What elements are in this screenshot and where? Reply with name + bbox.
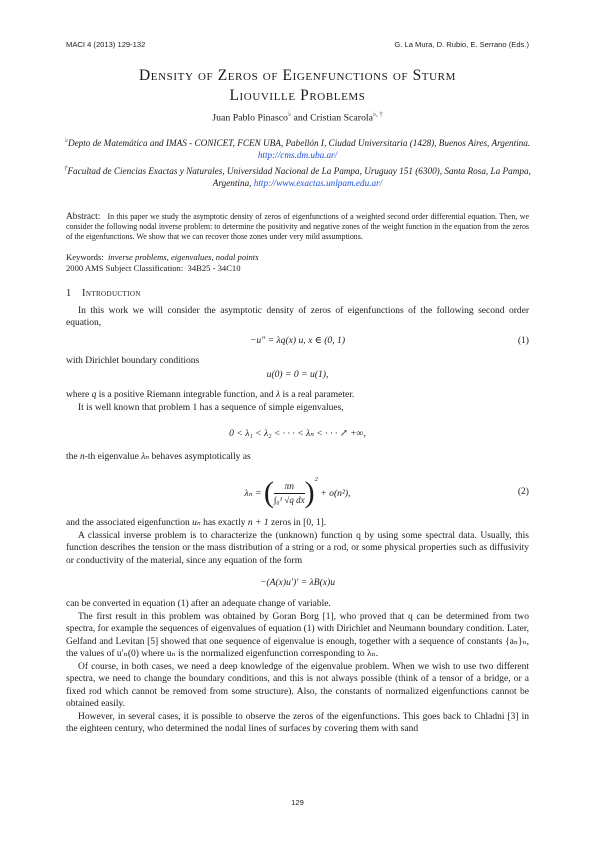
p6-u-n: uₙ xyxy=(192,518,201,528)
abstract xyxy=(66,212,529,243)
p6-part-a: and the associated eigenfunction xyxy=(66,518,193,528)
keywords-block xyxy=(66,252,259,274)
p3-part-c: is a real parameter. xyxy=(280,390,355,400)
p3-part-b: is a positive Riemann integrable function, and xyxy=(96,390,277,400)
running-header-right: G. La Mura, D. Rubio, E. Serrano (Eds.) xyxy=(394,40,529,49)
p3-part-a: where xyxy=(66,390,92,400)
affiliation-2-text: Facultad de Ciencias Exactas y Naturales, Universidad Nacional de La Pampa, Uruguay 151 (6300), Santa Rosa, La Pampa, Argentina, xyxy=(67,166,531,189)
paragraph-8: can be converted in equation (1) after an adequate change of variable. xyxy=(66,599,331,609)
p5-part-a: the xyxy=(66,452,80,462)
equation-sequence: 0 < λ₁ < λ₂ < · · · < λₙ < · · · ↗ +∞, xyxy=(229,428,366,439)
equation-2-lhs: λₙ = xyxy=(244,487,262,499)
p5-n: n xyxy=(79,452,85,462)
p5-part-b: -th eigenvalue xyxy=(84,452,142,462)
section-title: Introduction xyxy=(82,288,141,299)
affiliation-2-link[interactable]: http://www.exactas.unlpam.edu.ar/ xyxy=(253,178,383,189)
paragraph-5 xyxy=(66,451,529,463)
affiliation-1 xyxy=(64,135,531,161)
p6-part-c: zeros in xyxy=(268,518,304,528)
paragraph-11: However, in several cases, it is possible to observe the zeros of the eigenfunctions. This goes back to Chladni [3] in the eighteen century, who determined the nodal lines of surfaces by covering them with sand xyxy=(66,712,529,735)
paragraph-1: In this work we will consider the asymptotic density of zeros of eigenfunctions of the following second order equation, xyxy=(66,306,529,329)
page-number: 129 xyxy=(291,798,304,807)
affiliation-1-link[interactable]: http://cms.dm.uba.ar/ xyxy=(257,150,338,161)
paragraph-4: It is well known that problem 1 has a sequence of simple eigenvalues, xyxy=(78,403,344,413)
equation-2-right-paren: ) xyxy=(304,476,315,509)
equation-2-rest: + o(n²), xyxy=(320,487,351,499)
equation-2-exponent: 2 xyxy=(314,475,318,483)
paragraph-10: Of course, in both cases, we need a deep knowledge of the eigenvalue problem. When we wish to use two different spectra, we need to change the boundary conditions, and this is not always possible (think of a tensor of a bridge, or a fixed rod which cannot be removed from some structure). Also, the constants of normalized eigenfunctions cannot be obtained easily. xyxy=(66,662,529,710)
paragraph-7: A classical inverse problem is to characterize the (unknown) function q by using some spectral data. Usually, this function describes the tension or the mass distribution of a string or a rod, or some physical properties such as diffusivity or conductivity of the material, since any equation of the form xyxy=(66,531,529,566)
paragraph-9: The first result in this problem was obtained by Goran Borg [1], who proved that q can be determined from two spectra, for example the sequences of eigenvalues of equation (1) with Dirichlet and Neumann boundary condition. Later, Gelfand and Levitan [5] showed that one sequence of eigenvalue is enough, together with a sequence of constants {aₙ}ₙ, the values of u′ₙ(0) where uₙ is the normalized eigenfunction corresponding to λₙ. xyxy=(66,612,529,660)
title-line-1: Density of Zeros of Eigenfunctions of Sturm xyxy=(139,67,456,84)
running-header-left: MACI 4 (2013) 129-132 xyxy=(66,40,146,49)
p6-part-b: has exactly xyxy=(200,518,248,528)
equation-3: −(A(x)u′)′ = λB(x)u xyxy=(259,577,336,588)
ams-label: 2000 AMS Subject Classification: xyxy=(66,263,184,273)
ams-codes: 34B25 - 34C10 xyxy=(187,263,241,273)
keywords-label: Keywords: xyxy=(66,252,104,262)
author-separator: and xyxy=(291,112,311,124)
keywords-text: inverse problems, eigenvalues, nodal points xyxy=(108,252,259,262)
equation-1-number: (1) xyxy=(517,335,529,346)
p5-lambda-n: λₙ xyxy=(141,452,150,462)
equation-2-numerator: πn xyxy=(274,481,305,494)
p5-part-c: behaves asymptotically as xyxy=(149,452,251,462)
equation-2-denominator: ∫₀¹ √q dx xyxy=(273,495,305,505)
affiliation-1-text: Depto de Matemática and IMAS - CONICET, FCEN UBA, Pabellón I, Ciudad Universitaria (1428), Buenos Aires, Argentina. xyxy=(67,138,531,149)
equation-2-fraction xyxy=(274,481,305,505)
p6-interval: [0, 1]. xyxy=(303,518,327,528)
p6-n-plus-1: n + 1 xyxy=(247,518,269,528)
equation-boundary: u(0) = 0 = u(1), xyxy=(266,369,329,380)
paragraph-2: with Dirichlet boundary conditions xyxy=(66,356,200,366)
affiliation-2 xyxy=(64,163,531,189)
title-line-2: Liouville Problems xyxy=(229,87,366,104)
author-1-mark: ♭ xyxy=(287,111,292,118)
section-heading xyxy=(66,288,141,299)
affiliation-1-mark: ♭ xyxy=(64,137,68,144)
abstract-text: In this paper we study the asymptotic density of zeros of eigenfunctions of a weighted second order differential equation. Then, we consider the following nodal inverse problem: to determine the positivity and negative zones of the weight function in the equation from the zeros of the eigenfunctions. We show that we can recover those zones under very mild assumptions. xyxy=(66,212,529,242)
author-list xyxy=(60,110,535,123)
paragraph-6 xyxy=(66,517,529,529)
p3-q: q xyxy=(91,390,97,400)
equation-2-number: (2) xyxy=(517,486,529,497)
equation-2 xyxy=(66,470,529,516)
equation-1: −u″ = λq(x) u, x ∈ (0, 1) xyxy=(249,335,346,346)
abstract-label: Abstract: xyxy=(66,212,101,222)
author-2: Cristian Scarola xyxy=(310,112,373,124)
paper-title xyxy=(60,66,535,106)
equation-2-left-paren: ( xyxy=(263,476,274,509)
author-2-mark: ♭, † xyxy=(372,111,383,118)
paragraph-3 xyxy=(66,389,529,401)
author-1: Juan Pablo Pinasco xyxy=(212,112,288,124)
p3-lambda: λ xyxy=(276,390,281,400)
section-number: 1 xyxy=(66,288,72,299)
affiliation-2-mark: † xyxy=(64,165,68,172)
